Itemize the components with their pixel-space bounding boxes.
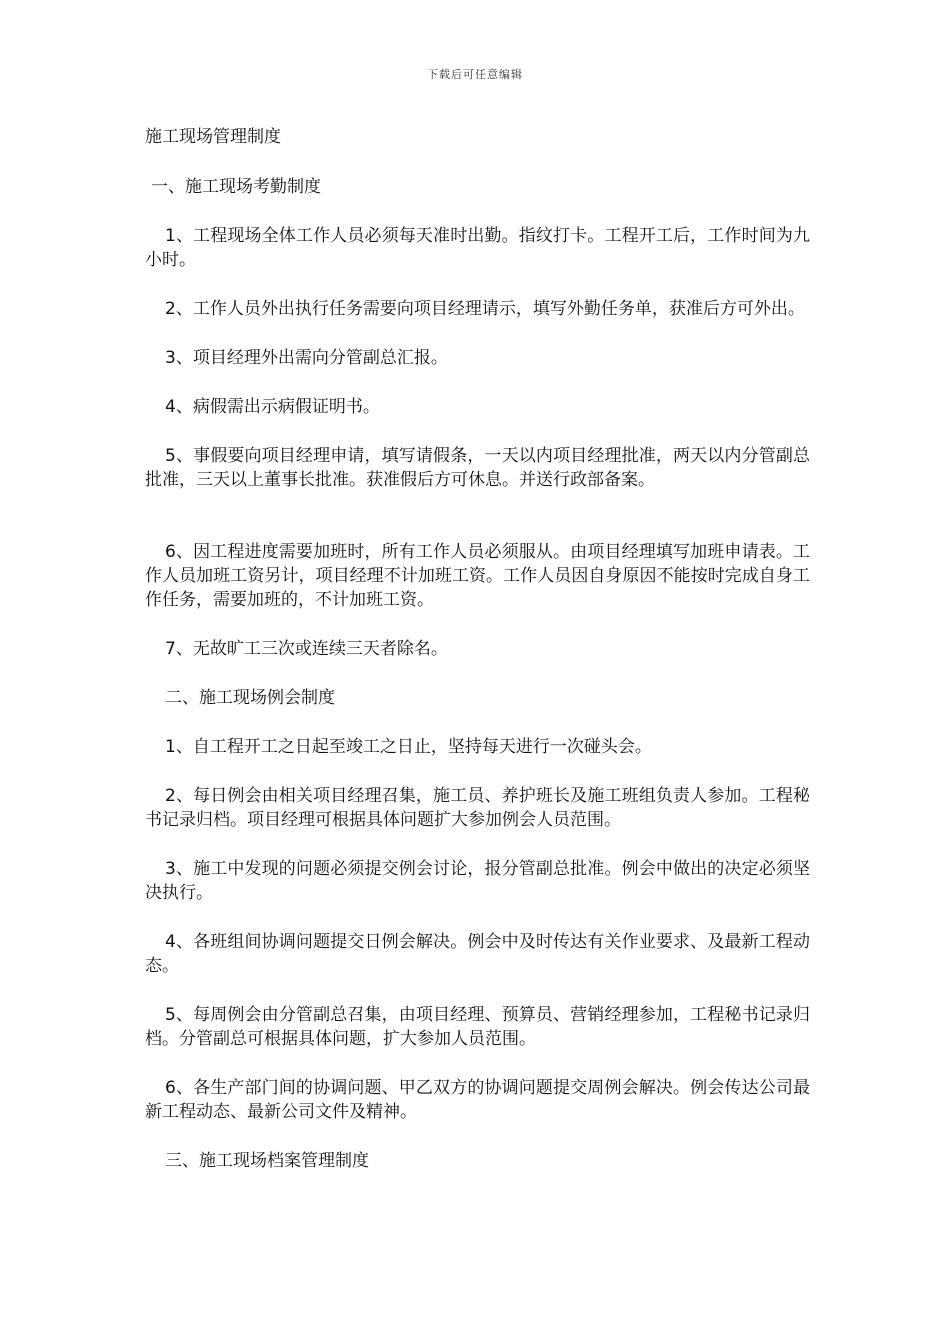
list-item: 6、各生产部门间的协调问题、甲乙双方的协调问题提交周例会解决。例会传达公司最新工程动态、最新公司文件及精神。 <box>145 1078 810 1122</box>
list-item: 7、无故旷工三次或连续三天者除名。 <box>165 639 448 659</box>
list-item: 1、自工程开工之日起至竣工之日止，坚持每天进行一次碰头会。 <box>165 737 652 757</box>
section-heading-archives: 三、施工现场档案管理制度 <box>165 1151 369 1171</box>
list-item: 5、事假要向项目经理申请，填写请假条，一天以内项目经理批准，两天以内分管副总批准，三天以上董事长批准。获准假后方可休息。并送行政部备案。 <box>145 446 810 490</box>
document-body <box>145 125 810 1198</box>
list-item: 2、每日例会由相关项目经理召集，施工员、养护班长及施工班组负责人参加。工程秘书记录归档。项目经理可根据具体问题扩大参加例会人员范围。 <box>145 786 810 830</box>
list-item: 5、每周例会由分管副总召集，由项目经理、预算员、营销经理参加，工程秘书记录归档。分管副总可根据具体问题，扩大参加人员范围。 <box>145 1005 810 1049</box>
list-item: 6、因工程进度需要加班时，所有工作人员必须服从。由项目经理填写加班申请表。工作人员加班工资另计，项目经理不计加班工资。工作人员因自身原因不能按时完成自身工作任务，需要加班的，不计加班工资。 <box>145 542 810 610</box>
section-heading-attendance: 一、施工现场考勤制度 <box>151 177 321 197</box>
document-title: 施工现场管理制度 <box>145 127 281 147</box>
list-item: 3、项目经理外出需向分管副总汇报。 <box>165 348 448 368</box>
list-item: 4、各班组间协调问题提交日例会解决。例会中及时传达有关作业要求、及最新工程动态。 <box>145 932 810 976</box>
section-heading-meetings: 二、施工现场例会制度 <box>165 688 335 708</box>
header-note: 下载后可任意编辑 <box>427 68 523 81</box>
list-item: 2、工作人员外出执行任务需要向项目经理请示，填写外勤任务单，获准后方可外出。 <box>165 299 805 319</box>
list-item: 4、病假需出示病假证明书。 <box>165 397 380 417</box>
list-item: 3、施工中发现的问题必须提交例会讨论，报分管副总批准。例会中做出的决定必须坚决执行。 <box>145 859 810 903</box>
list-item: 1、工程现场全体工作人员必须每天准时出勤。指纹打卡。工程开工后，工作时间为九小时。 <box>145 226 810 270</box>
